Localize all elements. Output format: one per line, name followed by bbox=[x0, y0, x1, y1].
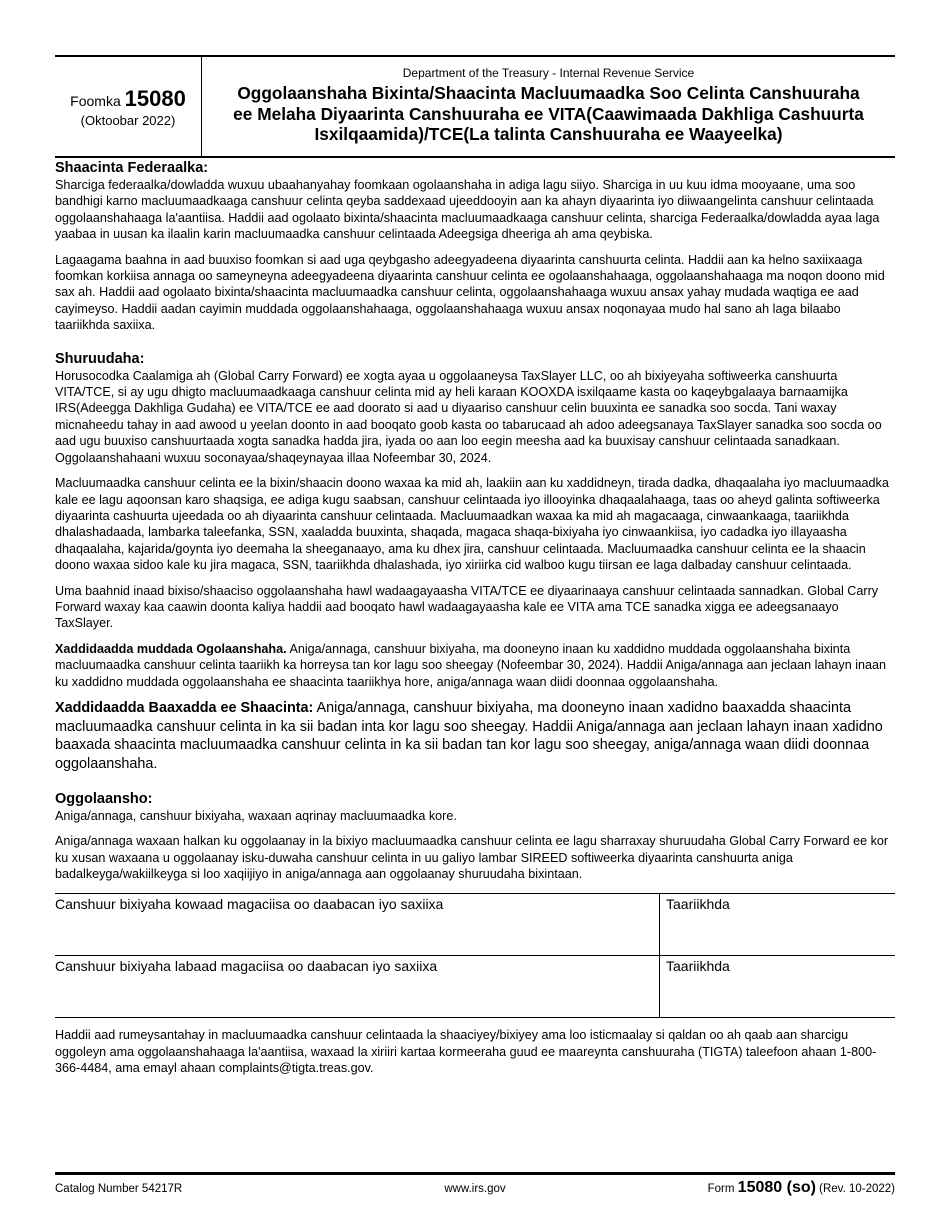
consent-heading: Oggolaansho: bbox=[55, 790, 153, 807]
duration-limit-label: Xaddidaadda muddada Ogolaanshaha. bbox=[55, 641, 287, 656]
footer-revision: (Rev. 10-2022) bbox=[819, 1183, 895, 1195]
form-footer bbox=[55, 1172, 895, 1205]
form-body bbox=[55, 160, 895, 1077]
form-prefix: Foomka bbox=[70, 93, 121, 109]
footer-form-id bbox=[708, 1179, 895, 1197]
form-title-line: Oggolaanshaha Bixinta/Shaacinta Macluumaadka Soo Celinta Canshuuraha bbox=[237, 83, 860, 103]
form-title-line: Isxilqaamida)/TCE(La talinta Canshuuraha ee Waayeelka) bbox=[314, 124, 783, 144]
signature-row-primary bbox=[55, 894, 895, 955]
secondary-signature-field[interactable]: Canshuur bixiyaha labaad magaciisa oo daabacan iyo saxiixa bbox=[55, 956, 660, 1017]
federal-paragraph: Sharciga federaalka/dowladda wuxuu ubaahanyahay foomkaan ogolaanshaha in adiga lagu siiyo. Sharciga in uu kuu idma mooyaane, uma soo bandhigi karno macluumaadkaaga canshuur celinta qeyba saddexaad ujeeddooyin aan ka ahayn diyaarinta iyo diiwaangelinta canshuur celintaada oggolaanshahaaga la'aantiisa. Haddii aad ogolaato bixinta/shaacinta macluumaadkaaga canshuur celinta, sharciga Federaalka/dowladda ayaa laga yaabaa in uusan ka ilaalin karin macluumaadka canshuur celintaada Adeegsiga dheeriga ah ama qeybiska. bbox=[55, 178, 880, 242]
footer-form-prefix: Form bbox=[707, 1183, 735, 1195]
secondary-date-field[interactable]: Taariikhda bbox=[666, 958, 730, 975]
complaint-paragraph: Haddii aad rumeysantahay in macluumaadka canshuur celintaada la shaaciyey/bixiyey ama loo isticmaalay si qaldan oo ah qaab aan sharcigu oggoleyn ama oggolaanshahaaga la'aantiisa, waxaad la xiriiri kartaa kormeeraha guud ee maareynta canshuuraha (TIGTA) taleefoon ahaan 1-800-366-4484, ama emayl ahaan complaints@tigta.treas.gov. bbox=[55, 1028, 877, 1076]
scope-limit-text: Aniga/annaga, canshuur bixiyaha, ma dooneyno inaan xadidno baaxadda shaacinta macluumaadka canshuur celinta in ka sii badan inta kor lagu soo sheegay. Haddii Aniga/annaga aan jeclaan lahayn inaan xadidno baaxada shaacinta macluumaadka canshuur celinta in ka sii badan tan kor lagu soo sheegay, aniga/annaga waan diidi doonnaa oggolaanshaha. bbox=[55, 699, 883, 773]
consent-paragraph: Aniga/annaga waxaan halkan ku oggolaanay in la bixiyo macluumaadka canshuur celinta ee lagu sharraxay shuruudaha Global Carry Forward ee kor ku xusan waxaana u oggolaanay isku-duwaha canshuur celinta in uu galiyo lambar SIREED softiweerka diyaarinta canshuurta aniga badalkeyga/wakiilkeyga si loo xaqiijiyo in aniga/annaga aan oggolaanay shuruudaha bixintaan. bbox=[55, 834, 889, 881]
federal-heading: Shaacinta Federaalka: bbox=[55, 160, 209, 176]
scope-limit-paragraph bbox=[55, 699, 895, 774]
catalog-number: Catalog Number 54217R bbox=[55, 1183, 183, 1195]
terms-paragraph: Horusocodka Caalamiga ah (Global Carry Forward) ee xogta ayaa u oggolaaneysa TaxSlayer LLC, oo ah bixiyeyaha softiweerka canshuurta VITA/TCE, si ay ugu dhigto macluumaadkaaga canshuur celinta mid ay heli karaan KOOXDA isxilqaame kasta oo kaqeybgalaaya barnaamijka IRS(Adeegga Dakhliga Gudaha) ee VITA/TCE ee aad doorato si aad u diyaariso canshuur celin buuxinta ee sanadka soo socda. Tani waxay micnaheedu tahay in aad awood u yeelan doonto in aad booqato goob kasta oo tabarucaad ah adoo adeegsanaya TaxSlayer sanadka soo socda oo aad ugu buuxiso canshuurtaada xogta sanadka hadda jira, iyada oo aan loo eegin meesha aad ka buuxisay canshuur celintaada sanadkaan. Oggolaanshahaani wuxuu soconayaa/shaqeynayaa illaa Nofeembar 30, 2024. bbox=[55, 368, 882, 465]
irs-website: www.irs.gov bbox=[444, 1183, 506, 1195]
duration-limit-text: Aniga/annaga, canshuur bixiyaha, ma dooneyno inaan ku xaddidno muddada oggolaanshaha bixinta macluumaadka canshuur celinta taariikh ka horreysa tan kor lagu soo sheegay (Nofeembar 30, 2024). Haddii Aniga/annaga aan jeclaan lahayn inaan ku xaddidno muddada oggolaanshaha ee shaacinta taariikhya hore, aniga/annaga waan diidi doonnaa oggolaanshaha. bbox=[55, 641, 887, 689]
form-title bbox=[202, 83, 895, 145]
primary-date-field[interactable]: Taariikhda bbox=[666, 896, 730, 913]
duration-limit-paragraph bbox=[55, 641, 895, 690]
form-date: (Oktoobar 2022) bbox=[80, 113, 176, 128]
form-id-box bbox=[55, 57, 202, 156]
title-box bbox=[202, 57, 895, 156]
form-id-line bbox=[55, 86, 201, 112]
primary-signature-field[interactable]: Canshuur bixiyaha kowaad magaciisa oo daabacan iyo saxiixa bbox=[55, 894, 660, 955]
form-title-line: ee Melaha Diyaarinta Canshuuraha ee VITA(Caawimaada Dakhliga Cashuurta bbox=[233, 103, 864, 124]
form-number: 15080 bbox=[124, 86, 186, 111]
footer-form-number: 15080 (so) bbox=[737, 1179, 816, 1196]
signature-row-secondary bbox=[55, 955, 895, 1017]
form-page bbox=[55, 55, 895, 1196]
consent-paragraph: Aniga/annaga, canshuur bixiyaha, waxaan aqrinay macluumaadka kore. bbox=[55, 808, 457, 823]
department-name: Department of the Treasury - Internal Revenue Service bbox=[402, 66, 695, 80]
terms-heading: Shuruudaha: bbox=[55, 350, 145, 367]
terms-paragraph: Uma baahnid inaad bixiso/shaaciso oggolaanshaha hawl wadaagayaasha VITA/TCE ee diyaarinaaya canshuur celintaada sannadkan. Global Carry Forward waxay kaa caawin doonta kaliya haddii aad booqato hawl wadaagayaasha kale ee VITA ama TCE sanadka xigga ee adeegsanaayo TaxSlayer. bbox=[55, 583, 879, 631]
scope-limit-label: Xaddidaadda Baaxadda ee Shaacinta: bbox=[55, 699, 314, 716]
form-header bbox=[55, 55, 895, 158]
terms-paragraph: Macluumaadka canshuur celinta ee la bixin/shaacin doono waxaa ka mid ah, laakiin aan ku xaddidneyn, tirada dadka, dhaqaalaha iyo macluumaadka kale ee lagu aqoonsan karo shaqsiga, ee adiga kugu saabsan, canshuur celintaada iyo illooyinka dhaqaalahaaga, taas oo aheyd galinta softiweerka diyaarinta cashuurta ujeedada oo ah diyaarinta canshuur celintaada. Macluumaadkan waxaa ka mid ah magacaaga, cinwaankaaga, taariikhda dhalashadaada, lambarka taleefanka, SSN, xaaladda buuxinta, shaqada, magaca shaqa-bixiyaha iyo cinwaankiisa, iyo cadadka iyo illayaasha dhaqaalaha, kajarida/goynta iyo deemaha la sheeganaayo, ama ku dhex jira, canshuur celintaada. Macluumaadka canshuur celinta ee la shaacin doono waxaa sidoo kale ku jira magaca, SSN, taariikhda dhalashada, iyo xiriirka cid walboo kugu tiirsan ee laga dalbaday canshuur celintaada. bbox=[55, 476, 889, 573]
signature-table bbox=[55, 893, 895, 1018]
federal-paragraph: Lagaagama baahna in aad buuxiso foomkan si aad uga qeybgasho adeegyadeena diyaarinta canshuurta celinta. Haddii aan ka helno saxiixaaga foomkan korkiisa annaga oo sameyneyna adeegyadeena diyaarinta canshuur celinta ee ogolaanshahaaga, oggolaanshahaaga ma noqon doono mid sax ah. Haddii aad ogolaato bixinta/shaacinta macluumaadka canshuur celinta, oggolaanshahaaga wuxuu ansax yahay mudada waqtiga ee aad cayimeyso. Haddii aadan cayimin muddada oggolaanshahaaga, oggolaanshahaaga wuxuu ansax noqonayaa mudo hal sano ah laga bilaabo taariikhda saxiixa. bbox=[55, 252, 885, 333]
